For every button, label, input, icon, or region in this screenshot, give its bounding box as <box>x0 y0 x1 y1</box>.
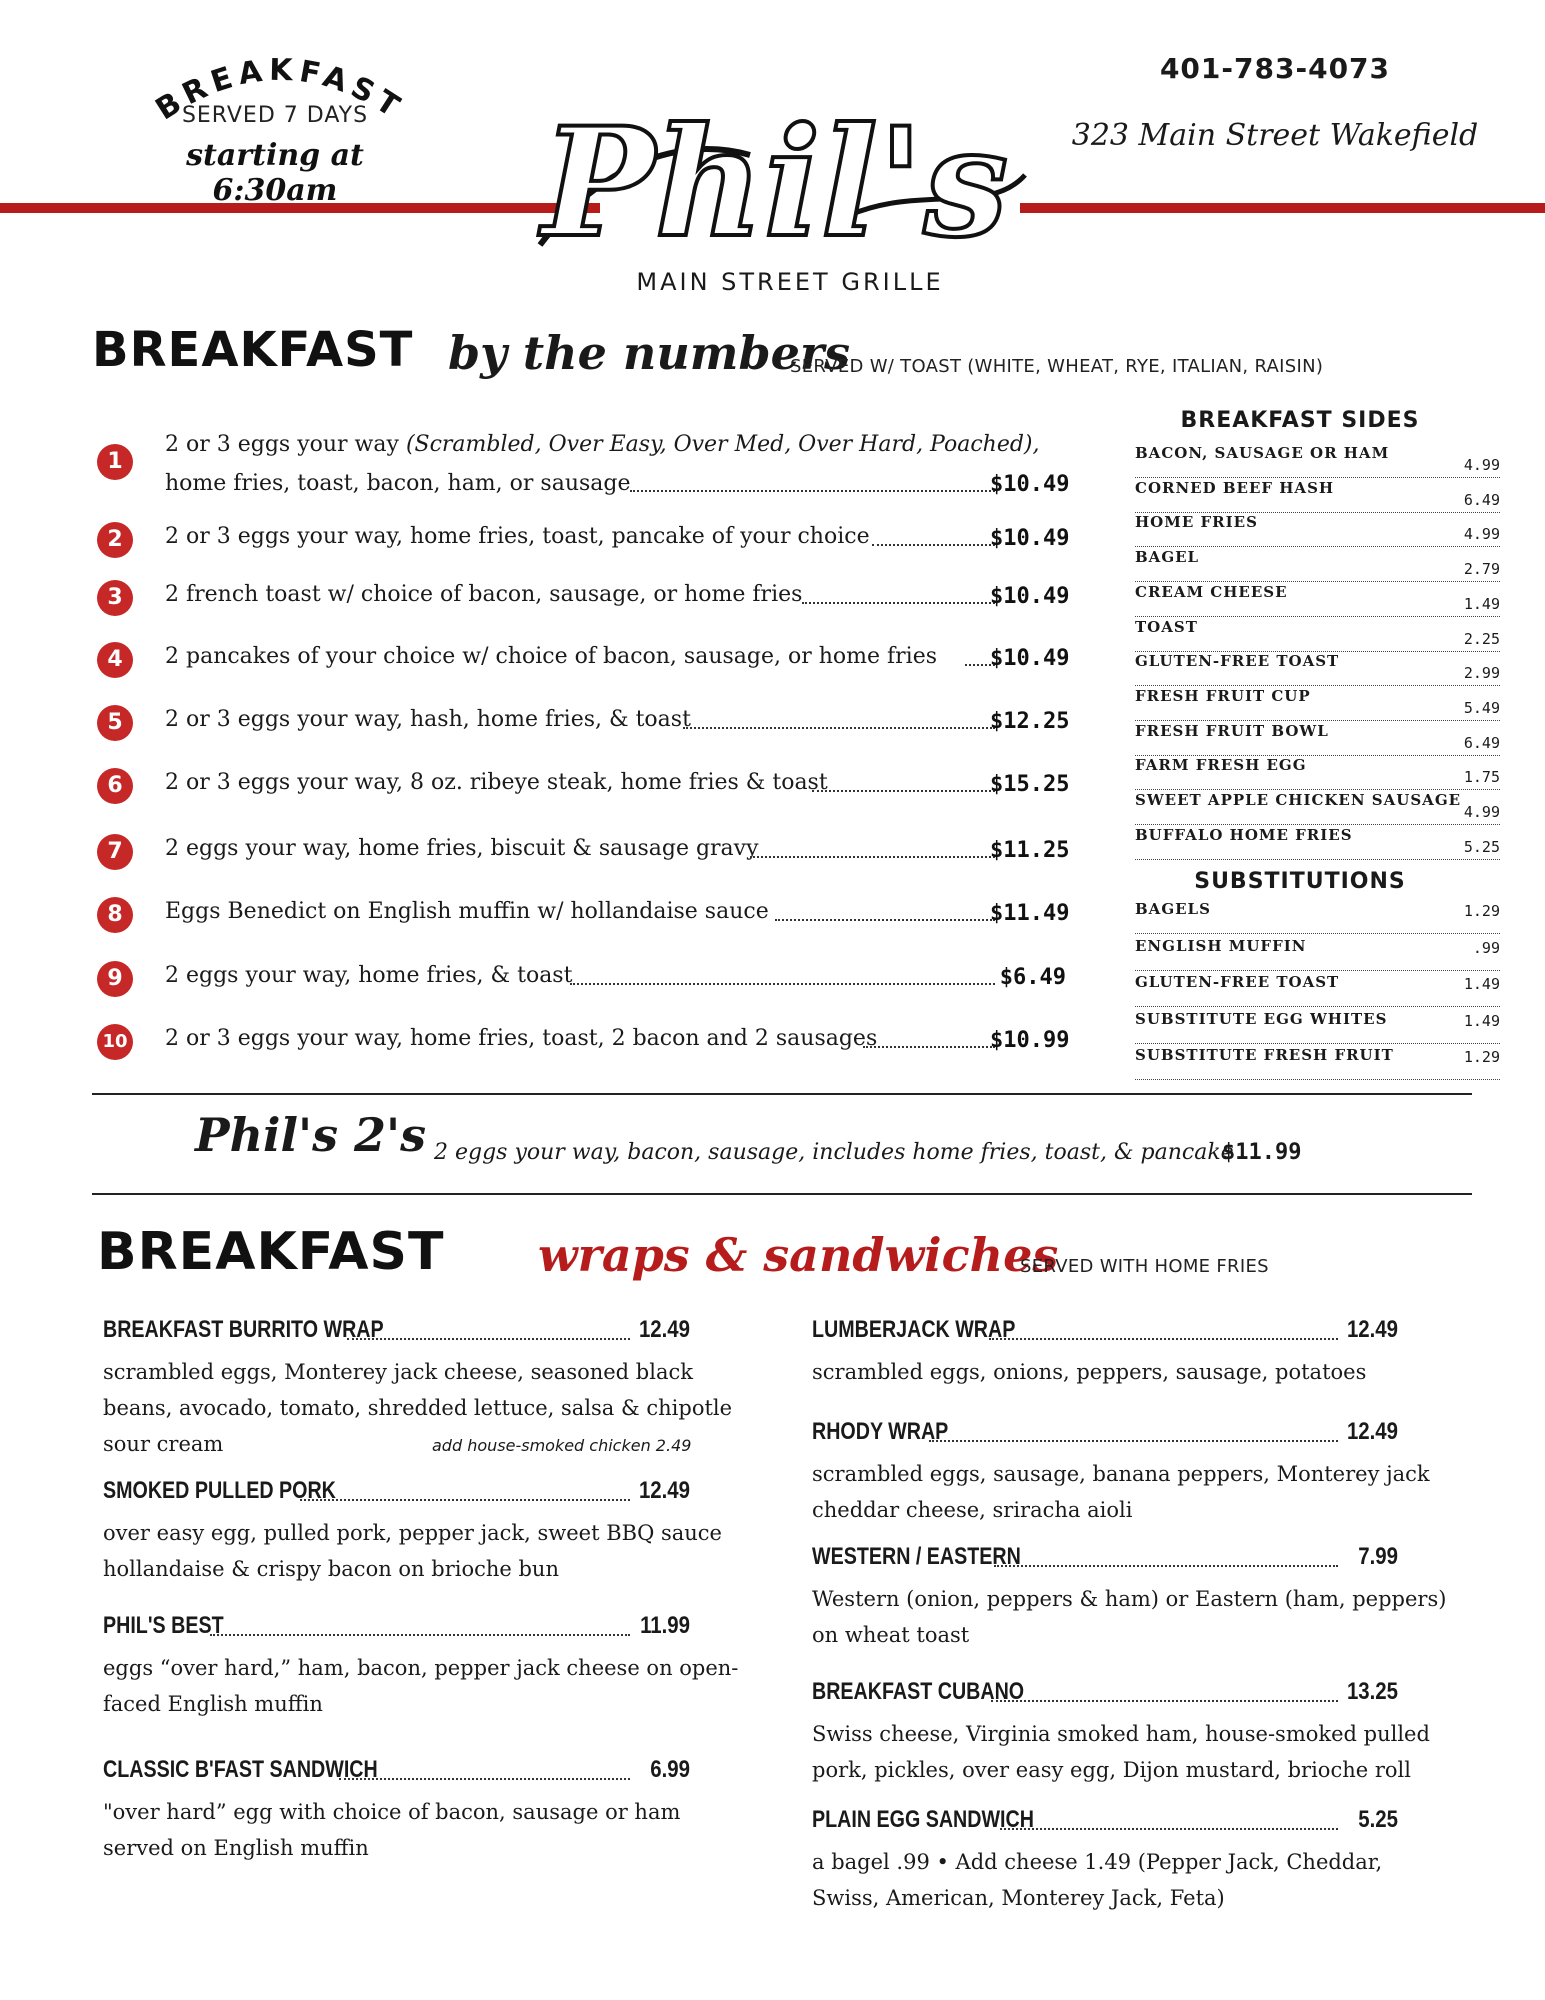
menu-item-name: WESTERN / EASTERN <box>812 1543 1021 1570</box>
side-row <box>1135 722 1500 756</box>
menu-item-name: PHIL'S BEST <box>103 1612 224 1639</box>
side-name: SWEET APPLE CHICKEN SAUSAGE <box>1135 791 1462 809</box>
substitution-row <box>1135 937 1500 971</box>
dot-leader <box>775 919 995 921</box>
logo-text: Phil's <box>541 95 1009 271</box>
menu-item-description: sour cream <box>103 1432 224 1456</box>
menu-item-price: 5.25 <box>1358 1806 1398 1833</box>
menu-item-description: over easy egg, pulled pork, pepper jack, sweet BBQ sauce <box>103 1521 722 1545</box>
menu-item-name: LUMBERJACK WRAP <box>812 1316 1016 1343</box>
dot-leader <box>630 490 995 492</box>
item-number-badge: 6 <box>97 768 133 804</box>
menu-item-name: BREAKFAST CUBANO <box>812 1678 1025 1705</box>
side-name: TOAST <box>1135 617 1198 636</box>
menu-item-description: hollandaise & crispy bacon on brioche bun <box>103 1557 559 1581</box>
item-line <box>165 1020 877 1058</box>
menu-item-price: 6.99 <box>650 1756 690 1783</box>
item-price: $10.49 <box>990 584 1070 609</box>
menu-item-description: pork, pickles, over easy egg, Dijon mustard, brioche roll <box>812 1758 1411 1782</box>
side-price: 4.99 <box>1463 456 1500 474</box>
side-name: BAGEL <box>1135 548 1200 567</box>
side-row <box>1135 756 1500 790</box>
dot-leader <box>750 856 995 858</box>
substitution-row <box>1135 1046 1500 1080</box>
menu-item-price: 13.25 <box>1346 1678 1398 1705</box>
wraps-title-bold: BREAKFAST <box>97 1222 445 1282</box>
item-line <box>165 957 572 995</box>
logo-subtitle: MAIN STREET GRILLE <box>636 268 944 296</box>
item-price: $10.49 <box>990 472 1070 497</box>
divider-top <box>92 1093 1472 1095</box>
menu-item-name: BREAKFAST BURRITO WRAP <box>103 1316 384 1343</box>
item-price: $11.49 <box>990 901 1070 926</box>
dot-leader <box>347 1338 630 1340</box>
side-name: HOME FRIES <box>1135 513 1258 532</box>
dot-leader <box>994 1565 1338 1567</box>
substitution-name: SUBSTITUTE FRESH FRUIT <box>1135 1046 1394 1064</box>
menu-item-description: cheddar cheese, sriracha aioli <box>812 1498 1133 1522</box>
side-row <box>1135 826 1500 860</box>
menu-item-addon-note: add house-smoked chicken 2.49 <box>432 1436 692 1455</box>
substitution-price: 1.29 <box>1463 902 1500 920</box>
item-description: 2 eggs your way, home fries, biscuit & sausage gravy <box>165 836 759 861</box>
side-row <box>1135 513 1500 547</box>
menu-item-description: scrambled eggs, Monterey jack cheese, seasoned black <box>103 1360 693 1384</box>
side-price: 2.79 <box>1463 560 1500 579</box>
side-price: 4.99 <box>1463 803 1500 821</box>
numbers-title-script: by the numbers <box>448 326 851 380</box>
dot-leader <box>929 1440 1338 1442</box>
item-price: $10.99 <box>990 1028 1070 1053</box>
side-row <box>1135 548 1500 582</box>
menu-item-price: 12.49 <box>638 1477 690 1504</box>
side-price: 1.49 <box>1463 594 1500 613</box>
item-number-badge: 2 <box>97 522 133 558</box>
menu-item-description: served on English muffin <box>103 1836 369 1860</box>
numbers-note: SERVED W/ TOAST (WHITE, WHEAT, RYE, ITALIAN, RAISIN) <box>790 356 1324 377</box>
side-name: GLUTEN-FREE TOAST <box>1135 652 1340 671</box>
menu-item-name: PLAIN EGG SANDWICH <box>812 1806 1034 1833</box>
side-price: 5.25 <box>1463 837 1500 856</box>
side-price: 6.49 <box>1463 490 1500 509</box>
side-row <box>1135 444 1500 478</box>
item-number-badge: 3 <box>97 580 133 616</box>
item-line <box>165 638 937 676</box>
side-name: BACON, SAUSAGE OR HAM <box>1135 444 1390 462</box>
item-line <box>165 426 1040 464</box>
served-days-text: SERVED 7 DAYS <box>181 103 369 128</box>
phils-twos-title: Phil's 2's <box>195 1108 426 1162</box>
starting-time-text: starting at 6:30am <box>186 138 364 208</box>
item-description: 2 or 3 eggs your way, 8 oz. ribeye steak, home fries & toast <box>165 770 828 795</box>
item-line <box>165 830 759 868</box>
side-price: 2.99 <box>1463 664 1500 683</box>
substitution-name: GLUTEN-FREE TOAST <box>1135 973 1340 991</box>
item-line <box>165 701 691 739</box>
breakfast-arc-title <box>120 40 440 150</box>
menu-item-description: "over hard” egg with choice of bacon, sausage or ham <box>103 1800 681 1824</box>
menu-item-description: scrambled eggs, sausage, banana peppers, Monterey jack <box>812 1462 1430 1486</box>
menu-item-description: eggs “over hard,” ham, bacon, pepper jack cheese on open- <box>103 1656 739 1680</box>
dot-leader <box>210 1634 630 1636</box>
item-description-italic: (Scrambled, Over Easy, Over Med, Over Hard, Poached), <box>405 432 1040 457</box>
item-description: Eggs Benedict on English muffin w/ hollandaise sauce <box>165 899 769 924</box>
address-text: 323 Main Street Wakefield <box>1071 118 1479 153</box>
numbers-title-bold: BREAKFAST <box>92 322 414 378</box>
substitution-name: BAGELS <box>1135 900 1211 918</box>
substitution-price: 1.49 <box>1463 975 1500 993</box>
side-row <box>1135 583 1500 617</box>
item-number-badge: 7 <box>97 834 133 870</box>
menu-item-price: 12.49 <box>1346 1418 1398 1445</box>
menu-item-description: faced English muffin <box>103 1692 323 1716</box>
side-price: 5.49 <box>1463 698 1500 717</box>
item-price: $12.25 <box>990 709 1070 734</box>
menu-item-description: a bagel .99 • Add cheese 1.49 (Pepper Jack, Cheddar, <box>812 1850 1383 1874</box>
substitution-row <box>1135 973 1500 1007</box>
item-description: 2 or 3 eggs your way <box>165 432 406 457</box>
menu-item-description: beans, avocado, tomato, shredded lettuce, salsa & chipotle <box>103 1396 733 1420</box>
menu-item-name: SMOKED PULLED PORK <box>103 1477 336 1504</box>
side-row <box>1135 479 1500 513</box>
wraps-title-script: wraps & sandwiches <box>538 1228 1059 1282</box>
item-line <box>165 893 769 931</box>
side-name: FARM FRESH EGG <box>1135 756 1307 775</box>
dot-leader <box>989 1338 1338 1340</box>
item-description: 2 eggs your way, home fries, & toast <box>165 963 573 988</box>
substitution-price: .99 <box>1472 938 1500 957</box>
item-line <box>165 518 870 556</box>
dot-leader <box>991 1700 1338 1702</box>
divider-bottom <box>92 1193 1472 1195</box>
side-price: 4.99 <box>1463 525 1500 544</box>
item-price: $10.49 <box>990 526 1070 551</box>
wraps-note: SERVED WITH HOME FRIES <box>1020 1256 1269 1277</box>
side-row <box>1135 652 1500 686</box>
menu-item-price: 7.99 <box>1358 1543 1398 1570</box>
side-name: BUFFALO HOME FRIES <box>1135 825 1353 844</box>
menu-item-description: on wheat toast <box>812 1623 970 1647</box>
arc-title-text: BREAKFAST <box>149 52 411 128</box>
dot-leader <box>339 1778 630 1780</box>
item-line-2: home fries, toast, bacon, ham, or sausage <box>165 471 631 496</box>
breakfast-sides-heading: BREAKFAST SIDES <box>1180 408 1420 433</box>
substitution-name: SUBSTITUTE EGG WHITES <box>1135 1009 1388 1028</box>
side-row <box>1135 687 1500 721</box>
header-red-rule-right <box>1020 203 1545 213</box>
side-name: CREAM CHEESE <box>1135 582 1288 601</box>
dot-leader <box>812 790 995 792</box>
menu-item-description: Swiss, American, Monterey Jack, Feta) <box>812 1886 1225 1910</box>
item-line <box>165 764 828 802</box>
substitutions-heading: SUBSTITUTIONS <box>1194 869 1406 894</box>
substitution-name: ENGLISH MUFFIN <box>1135 936 1307 955</box>
substitution-price: 1.49 <box>1463 1011 1500 1030</box>
menu-item-name: CLASSIC B'FAST SANDWICH <box>103 1756 378 1783</box>
side-row <box>1135 618 1500 652</box>
item-description: 2 pancakes of your choice w/ choice of bacon, sausage, or home fries <box>165 644 938 669</box>
dot-leader <box>872 544 995 546</box>
item-description: 2 or 3 eggs your way, home fries, toast, 2 bacon and 2 sausages <box>165 1026 878 1051</box>
item-price: $15.25 <box>990 772 1070 797</box>
phils-twos-desc: 2 eggs your way, bacon, sausage, includes home fries, toast, & pancake <box>434 1140 1234 1165</box>
phils-twos-price: $11.99 <box>1222 1140 1302 1165</box>
item-description: 2 or 3 eggs your way, home fries, toast, pancake of your choice <box>165 524 870 549</box>
menu-item-price: 11.99 <box>640 1612 690 1639</box>
item-number-badge: 4 <box>97 642 133 678</box>
side-name: CORNED BEEF HASH <box>1135 478 1335 497</box>
menu-item-price: 12.49 <box>1346 1316 1398 1343</box>
dot-leader <box>802 602 995 604</box>
item-number-badge: 5 <box>97 705 133 741</box>
menu-item-price: 12.49 <box>638 1316 690 1343</box>
item-number-badge: 9 <box>97 961 133 997</box>
side-price: 6.49 <box>1463 733 1500 752</box>
substitution-row <box>1135 900 1500 934</box>
item-number-badge: 10 <box>97 1024 133 1060</box>
menu-item-description: scrambled eggs, onions, peppers, sausage, potatoes <box>812 1360 1367 1384</box>
item-description: 2 or 3 eggs your way, hash, home fries, & toast <box>165 707 691 732</box>
side-row <box>1135 791 1500 825</box>
menu-item-description: Western (onion, peppers & ham) or Eastern (ham, peppers) <box>812 1587 1447 1611</box>
item-number-badge: 8 <box>97 897 133 933</box>
menu-item-name: RHODY WRAP <box>812 1418 949 1445</box>
dot-leader <box>570 983 995 985</box>
dot-leader <box>300 1499 630 1501</box>
side-name: FRESH FRUIT BOWL <box>1135 721 1329 740</box>
menu-item-description: Swiss cheese, Virginia smoked ham, house-smoked pulled <box>812 1722 1430 1746</box>
item-price: $6.49 <box>999 965 1066 990</box>
item-line <box>165 576 802 614</box>
side-name: FRESH FRUIT CUP <box>1135 686 1311 705</box>
dot-leader <box>1000 1828 1338 1830</box>
item-price: $11.25 <box>990 838 1070 863</box>
item-price: $10.49 <box>990 646 1070 671</box>
substitution-row <box>1135 1010 1500 1044</box>
item-description: 2 french toast w/ choice of bacon, sausage, or home fries <box>165 582 803 607</box>
substitution-price: 1.29 <box>1463 1048 1500 1066</box>
dot-leader <box>683 727 995 729</box>
side-price: 2.25 <box>1463 629 1500 648</box>
side-price: 1.75 <box>1463 768 1500 787</box>
dot-leader <box>863 1046 995 1048</box>
item-number-badge: 1 <box>97 444 133 480</box>
phone-number: 401-783-4073 <box>1159 52 1391 85</box>
